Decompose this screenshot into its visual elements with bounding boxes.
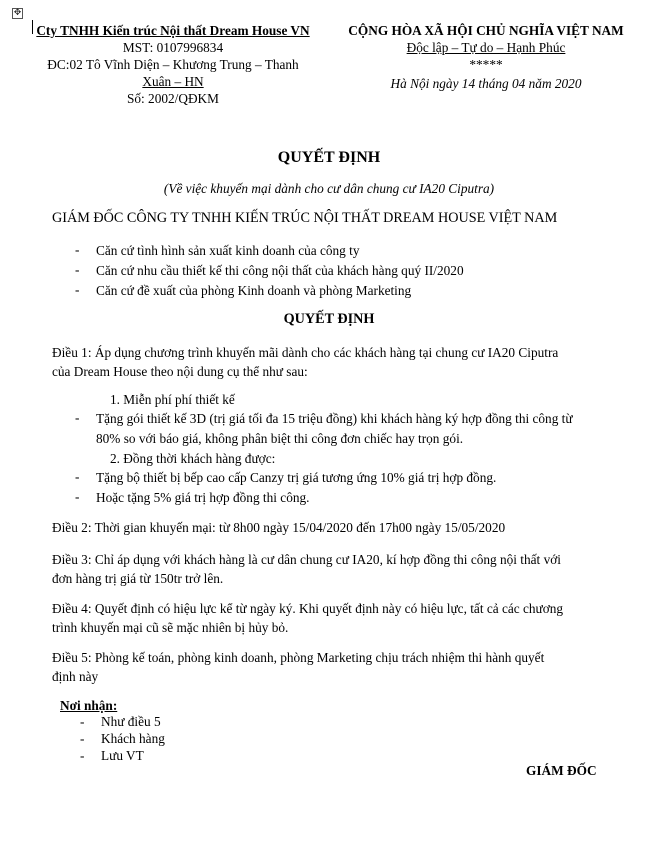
basis-item: Căn cứ nhu cầu thiết kế thi công nội thất của khách hàng quý II/2020 xyxy=(96,263,464,278)
article-5-line-1: Điều 5: Phòng kế toán, phòng kinh doanh, phòng Marketing chịu trách nhiệm thi hành quyết xyxy=(52,650,545,665)
issue-date: Hà Nội ngày 14 tháng 04 năm 2020 xyxy=(390,76,582,91)
article-1-line-2: của Dream House theo nội dung cụ thể như sau: xyxy=(52,364,308,379)
document-number: Số: 2002/QĐKM xyxy=(127,91,219,106)
article-1-bullet: - xyxy=(75,489,80,504)
country-name: CỘNG HÒA XÃ HỘI CHỦ NGHĨA VIỆT NAM xyxy=(348,23,624,38)
article-3-line-1: Điều 3: Chỉ áp dụng với khách hàng là cư dân chung cư IA20, kí hợp đồng thi công nội thất với xyxy=(52,552,561,567)
basis-item: Căn cứ đề xuất của phòng Kinh doanh và phòng Marketing xyxy=(96,283,412,298)
document-title: QUYẾT ĐỊNH xyxy=(277,149,381,166)
recipient-item: Khách hàng xyxy=(101,731,165,746)
motto-stars: ***** xyxy=(469,57,503,72)
basis-bullet: - xyxy=(75,262,80,277)
article-1-item-1: 1. Miễn phí phí thiết kế xyxy=(110,392,235,407)
recipient-item: Như điều 5 xyxy=(101,714,161,729)
recipient-bullet: - xyxy=(80,714,85,729)
company-name: Cty TNHH Kiến trúc Nội thất Dream House VN xyxy=(36,23,310,38)
decision-heading: QUYẾT ĐỊNH xyxy=(283,311,375,327)
recipients-heading: Nơi nhận: xyxy=(60,698,118,713)
basis-bullet: - xyxy=(75,242,80,257)
article-1-item-2-bullet: Hoặc tặng 5% giá trị hợp đồng thi công. xyxy=(96,490,310,505)
address-line-1: ĐC:02 Tô Vĩnh Diện – Khương Trung – Thanh xyxy=(47,57,299,72)
article-3-line-2: đơn hàng trị giá từ 150tr trở lên. xyxy=(52,571,224,586)
article-1-text: Áp dụng chương trình khuyến mãi dành cho các khách hàng tại chung cư IA20 Ciputra xyxy=(91,345,559,360)
table-move-handle-icon[interactable]: ✥ xyxy=(13,8,22,18)
basis-item: Căn cứ tình hình sản xuất kinh doanh của công ty xyxy=(96,243,360,258)
article-4-line-2: trình khuyến mại cũ sẽ mặc nhiên bị hủy bỏ. xyxy=(52,620,289,635)
article-1-item-1-detail-line-2: 80% so với báo giá, không phân biệt thi công đơn chiếc hay trọn gói. xyxy=(96,431,464,446)
header-left xyxy=(28,22,318,107)
article-5-line-2: định này xyxy=(52,669,99,684)
basis-bullet: - xyxy=(75,282,80,297)
article-1-bullet: - xyxy=(75,469,80,484)
article-2: Điều 2: Thời gian khuyến mại: từ 8h00 ngày 15/04/2020 đến 17h00 ngày 15/05/2020 xyxy=(52,520,506,535)
national-motto: Độc lập – Tự do – Hạnh Phúc xyxy=(406,40,566,55)
address-line-2: Xuân – HN xyxy=(142,74,204,89)
article-4-line-1: Điều 4: Quyết định có hiệu lực kể từ ngày ký. Khi quyết định này có hiệu lực, tất cả các chương xyxy=(52,601,564,616)
document-subtitle: (Về việc khuyến mại dành cho cư dân chung cư IA20 Ciputra) xyxy=(163,181,495,196)
signature-title: GIÁM ĐỐC xyxy=(526,763,597,778)
article-1-line-1 xyxy=(52,343,558,362)
article-1-item-1-detail-line-1: Tặng gói thiết kế 3D (trị giá tối đa 15 triệu đồng) khi khách hàng ký hợp đồng thi công từ xyxy=(96,411,573,426)
article-1-item-2: 2. Đồng thời khách hàng được: xyxy=(110,451,276,466)
article-1-item-2-bullet: Tặng bộ thiết bị bếp cao cấp Canzy trị giá tương ứng 10% giá trị hợp đồng. xyxy=(96,470,497,485)
director-line: GIÁM ĐỐC CÔNG TY TNHH KIẾN TRÚC NỘI THẤT DREAM HOUSE VIỆT NAM xyxy=(52,210,558,226)
tax-code: MST: 0107996834 xyxy=(122,40,224,55)
recipient-bullet: - xyxy=(80,731,85,746)
header-right xyxy=(330,22,642,92)
article-1-bullet: - xyxy=(75,410,80,425)
article-1-label: Điều 1: xyxy=(52,345,92,360)
recipient-bullet: - xyxy=(80,748,85,763)
recipient-item: Lưu VT xyxy=(101,748,144,763)
